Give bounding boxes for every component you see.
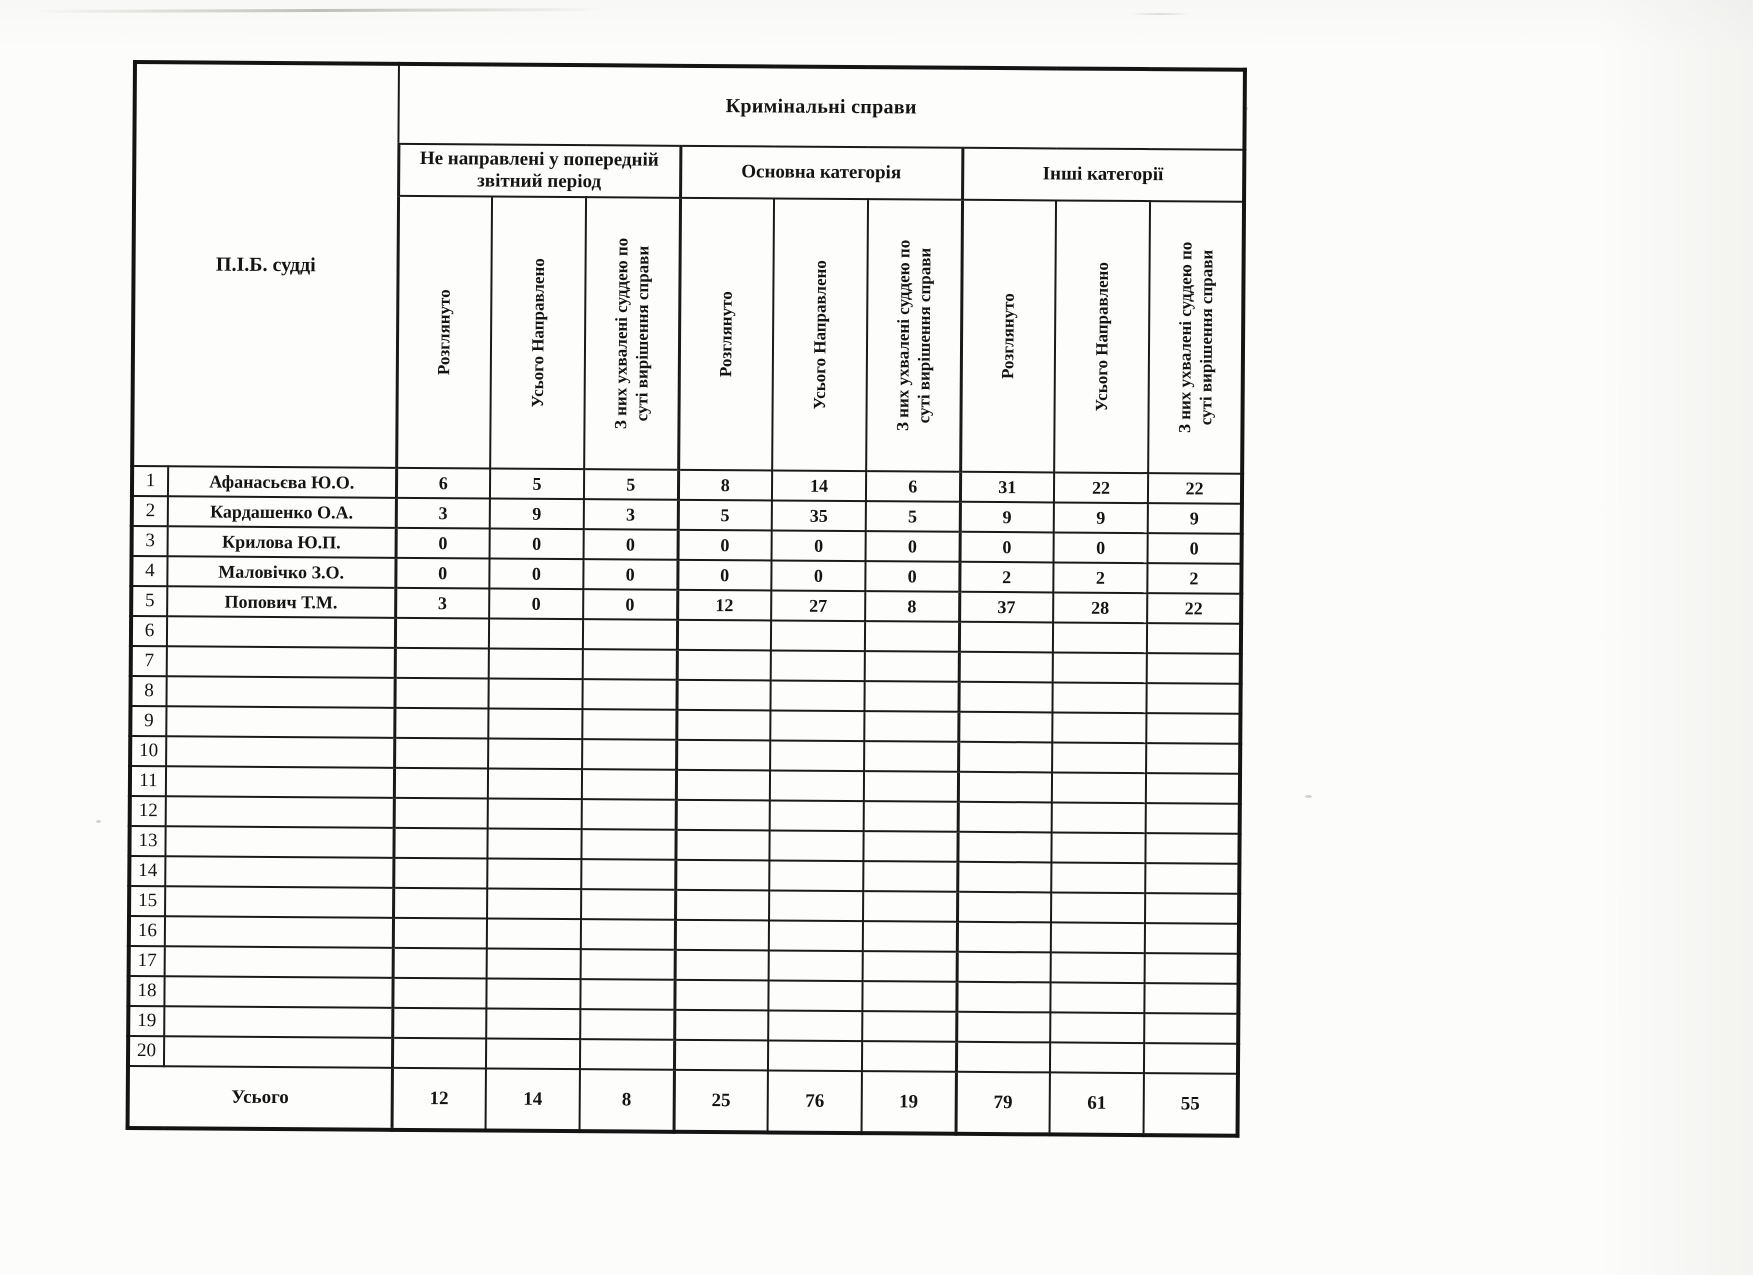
value-cell bbox=[392, 978, 486, 1009]
value-cell: 12 bbox=[677, 590, 771, 621]
value-cell bbox=[676, 800, 770, 831]
row-number: 6 bbox=[131, 616, 167, 646]
value-cell bbox=[862, 1041, 956, 1072]
judge-name bbox=[165, 826, 393, 858]
value-cell bbox=[487, 918, 581, 949]
value-cell bbox=[675, 920, 769, 951]
value-cell: 35 bbox=[772, 500, 866, 531]
value-cell bbox=[582, 709, 676, 740]
value-cell bbox=[863, 831, 957, 862]
value-cell bbox=[677, 620, 771, 651]
value-cell bbox=[392, 1008, 486, 1039]
value-cell bbox=[488, 678, 582, 709]
value-cell bbox=[580, 1039, 674, 1070]
value-cell bbox=[676, 680, 770, 711]
judge-name bbox=[164, 1006, 392, 1038]
value-cell: 3 bbox=[395, 588, 489, 619]
value-cell bbox=[957, 952, 1051, 983]
value-cell bbox=[771, 620, 865, 651]
row-number: 13 bbox=[129, 826, 165, 856]
value-cell bbox=[957, 892, 1051, 923]
value-cell: 0 bbox=[583, 589, 677, 620]
value-cell bbox=[488, 768, 582, 799]
value-cell bbox=[393, 918, 487, 949]
value-cell bbox=[1147, 623, 1241, 654]
value-cell bbox=[675, 890, 769, 921]
total-value-cell: 61 bbox=[1050, 1072, 1144, 1135]
judge-name bbox=[165, 856, 393, 888]
value-cell bbox=[394, 768, 488, 799]
value-cell bbox=[676, 740, 770, 771]
value-cell bbox=[1052, 742, 1146, 773]
value-cell: 0 bbox=[489, 559, 583, 590]
rotated-label: Розглянуто bbox=[434, 289, 455, 376]
rotated-label: З них ухвалені суддею по суті вирішення справи bbox=[610, 237, 653, 430]
value-cell bbox=[769, 830, 863, 861]
value-cell bbox=[956, 1042, 1050, 1073]
sub-header-ruled-on-merits bbox=[1148, 201, 1244, 474]
value-cell bbox=[958, 742, 1052, 773]
value-cell bbox=[957, 832, 1051, 863]
totals-row bbox=[128, 1066, 1238, 1136]
value-cell bbox=[674, 1040, 768, 1071]
judges-statistics-table bbox=[126, 60, 1247, 1138]
value-cell: 9 bbox=[960, 502, 1054, 533]
value-cell: 2 bbox=[1147, 563, 1241, 594]
value-cell bbox=[581, 859, 675, 890]
judge-name bbox=[165, 946, 393, 978]
value-cell bbox=[486, 1038, 580, 1069]
value-cell bbox=[863, 951, 957, 982]
value-cell bbox=[395, 618, 489, 649]
value-cell: 5 bbox=[490, 469, 584, 500]
value-cell bbox=[770, 770, 864, 801]
value-cell bbox=[769, 860, 863, 891]
value-cell bbox=[771, 650, 865, 681]
value-cell bbox=[770, 740, 864, 771]
value-cell bbox=[865, 651, 959, 682]
value-cell bbox=[1144, 1013, 1238, 1044]
value-cell: 37 bbox=[959, 592, 1053, 623]
value-cell bbox=[486, 1008, 580, 1039]
value-cell bbox=[1146, 803, 1240, 834]
row-number: 12 bbox=[130, 796, 166, 826]
judge-name: Попович Т.М. bbox=[167, 586, 395, 618]
value-cell bbox=[488, 708, 582, 739]
value-cell bbox=[864, 711, 958, 742]
value-cell: 0 bbox=[1148, 533, 1242, 564]
value-cell bbox=[393, 858, 487, 889]
value-cell: 8 bbox=[865, 591, 959, 622]
value-cell bbox=[863, 861, 957, 892]
value-cell bbox=[675, 860, 769, 891]
value-cell bbox=[1145, 833, 1239, 864]
value-cell bbox=[959, 622, 1053, 653]
total-value-cell: 19 bbox=[862, 1071, 956, 1134]
value-cell bbox=[770, 710, 864, 741]
row-number: 10 bbox=[130, 736, 166, 766]
value-cell: 5 bbox=[866, 501, 960, 532]
judge-name bbox=[166, 766, 394, 798]
rotated-label: Розглянуто bbox=[998, 293, 1019, 380]
value-cell bbox=[769, 890, 863, 921]
group-header-not-forwarded: Не направлені у попередній звітний період bbox=[398, 144, 680, 198]
value-cell bbox=[580, 979, 674, 1010]
table-body bbox=[128, 466, 1242, 1074]
value-cell bbox=[488, 798, 582, 829]
row-number: 2 bbox=[132, 496, 168, 526]
value-cell bbox=[677, 650, 771, 681]
value-cell bbox=[1050, 1012, 1144, 1043]
sub-header-total-sent bbox=[1054, 200, 1150, 473]
judge-column-header: П.І.Б. судді bbox=[132, 62, 399, 468]
value-cell bbox=[394, 708, 488, 739]
value-cell bbox=[393, 888, 487, 919]
value-cell: 0 bbox=[395, 558, 489, 589]
value-cell: 0 bbox=[677, 560, 771, 591]
value-cell bbox=[957, 922, 1051, 953]
row-number: 20 bbox=[128, 1036, 164, 1066]
value-cell bbox=[958, 772, 1052, 803]
judge-name: Кардашенко О.А. bbox=[168, 496, 396, 528]
value-cell: 9 bbox=[490, 499, 584, 530]
value-cell bbox=[395, 648, 489, 679]
value-cell: 5 bbox=[584, 469, 678, 500]
row-number: 4 bbox=[131, 556, 167, 586]
value-cell bbox=[1144, 1043, 1238, 1074]
judge-name bbox=[167, 616, 395, 648]
value-cell: 27 bbox=[771, 590, 865, 621]
row-number: 5 bbox=[131, 586, 167, 616]
value-cell bbox=[487, 888, 581, 919]
row-number: 8 bbox=[130, 676, 166, 706]
row-number: 11 bbox=[130, 766, 166, 796]
judge-name: Маловічко З.О. bbox=[167, 556, 395, 588]
total-value-cell: 25 bbox=[674, 1070, 768, 1133]
total-value-cell: 79 bbox=[956, 1072, 1050, 1135]
rotated-label: Усього Направлено bbox=[527, 258, 549, 408]
value-cell: 0 bbox=[583, 559, 677, 590]
value-cell bbox=[1146, 773, 1240, 804]
sub-header-ruled-on-merits bbox=[584, 197, 680, 470]
value-cell bbox=[580, 1009, 674, 1040]
value-cell bbox=[864, 771, 958, 802]
value-cell bbox=[582, 739, 676, 770]
sub-header-considered bbox=[678, 198, 774, 471]
value-cell: 14 bbox=[772, 470, 866, 501]
sub-header-ruled-on-merits bbox=[866, 199, 962, 472]
value-cell: 8 bbox=[678, 470, 772, 501]
value-cell bbox=[958, 712, 1052, 743]
value-cell bbox=[582, 679, 676, 710]
rotated-label: Усього Направлено bbox=[809, 260, 830, 410]
value-cell bbox=[959, 652, 1053, 683]
title-row bbox=[134, 62, 1245, 150]
value-cell: 22 bbox=[1148, 473, 1242, 504]
value-cell: 0 bbox=[1054, 532, 1148, 563]
row-number: 1 bbox=[132, 466, 168, 496]
value-cell bbox=[864, 681, 958, 712]
value-cell bbox=[1145, 863, 1239, 894]
row-number: 14 bbox=[129, 856, 165, 886]
value-cell bbox=[1146, 683, 1240, 714]
value-cell bbox=[1144, 983, 1238, 1014]
scan-artifact bbox=[96, 820, 101, 823]
value-cell bbox=[489, 618, 583, 649]
value-cell bbox=[487, 828, 581, 859]
value-cell: 28 bbox=[1053, 592, 1147, 623]
value-cell bbox=[1146, 713, 1240, 744]
value-cell: 5 bbox=[678, 500, 772, 531]
value-cell bbox=[1052, 802, 1146, 833]
value-cell bbox=[1145, 893, 1239, 924]
value-cell bbox=[486, 978, 580, 1009]
value-cell bbox=[583, 619, 677, 650]
value-cell: 31 bbox=[960, 472, 1054, 503]
value-cell: 3 bbox=[396, 498, 490, 529]
total-value-cell: 8 bbox=[580, 1069, 674, 1132]
value-cell bbox=[1051, 892, 1145, 923]
value-cell bbox=[394, 738, 488, 769]
value-cell bbox=[1050, 1042, 1144, 1073]
value-cell: 0 bbox=[490, 529, 584, 560]
value-cell bbox=[1052, 712, 1146, 743]
value-cell bbox=[394, 678, 488, 709]
row-number: 7 bbox=[131, 646, 167, 676]
value-cell bbox=[1052, 772, 1146, 803]
scan-artifact bbox=[1130, 13, 1190, 15]
judge-name bbox=[164, 1036, 392, 1068]
value-cell: 6 bbox=[396, 468, 490, 499]
value-cell bbox=[676, 770, 770, 801]
value-cell bbox=[1052, 682, 1146, 713]
sub-header-considered bbox=[960, 200, 1056, 473]
judge-name bbox=[165, 916, 393, 948]
value-cell bbox=[956, 1012, 1050, 1043]
value-cell bbox=[863, 921, 957, 952]
row-number: 17 bbox=[129, 946, 165, 976]
value-cell bbox=[956, 982, 1050, 1013]
total-value-cell: 12 bbox=[392, 1068, 486, 1131]
value-cell bbox=[1051, 952, 1145, 983]
judge-name: Крилова Ю.П. bbox=[168, 526, 396, 558]
value-cell bbox=[864, 801, 958, 832]
row-number: 15 bbox=[129, 886, 165, 916]
value-cell: 0 bbox=[772, 530, 866, 561]
total-value-cell: 55 bbox=[1144, 1073, 1238, 1136]
scan-artifact bbox=[1305, 795, 1312, 798]
value-cell bbox=[1146, 743, 1240, 774]
sub-header-total-sent bbox=[772, 198, 868, 471]
group-header-other-categories: Інші категорії bbox=[962, 148, 1244, 202]
row-number: 18 bbox=[128, 976, 164, 1006]
value-cell bbox=[394, 798, 488, 829]
row-number: 9 bbox=[130, 706, 166, 736]
value-cell bbox=[393, 948, 487, 979]
value-cell: 6 bbox=[866, 471, 960, 502]
rotated-label: Розглянуто bbox=[716, 291, 737, 378]
value-cell bbox=[862, 981, 956, 1012]
value-cell bbox=[1053, 622, 1147, 653]
value-cell: 3 bbox=[584, 499, 678, 530]
sub-header-total-sent bbox=[490, 197, 586, 470]
judge-name bbox=[165, 886, 393, 918]
value-cell bbox=[582, 769, 676, 800]
value-cell bbox=[675, 950, 769, 981]
value-cell bbox=[862, 1011, 956, 1042]
value-cell bbox=[1145, 923, 1239, 954]
value-cell: 0 bbox=[489, 589, 583, 620]
value-cell: 0 bbox=[865, 561, 959, 592]
value-cell: 9 bbox=[1054, 502, 1148, 533]
row-number: 3 bbox=[132, 526, 168, 556]
value-cell bbox=[675, 830, 769, 861]
value-cell: 0 bbox=[771, 560, 865, 591]
value-cell bbox=[769, 920, 863, 951]
rotated-label: З них ухвалені суддею по суті вирішення справи bbox=[892, 239, 935, 432]
value-cell bbox=[864, 741, 958, 772]
group-header-main-category: Основна категорія bbox=[680, 146, 962, 200]
value-cell bbox=[770, 800, 864, 831]
judge-name bbox=[166, 796, 394, 828]
value-cell bbox=[581, 949, 675, 980]
value-cell bbox=[583, 649, 677, 680]
value-cell bbox=[487, 858, 581, 889]
judge-name bbox=[166, 736, 394, 768]
value-cell bbox=[393, 828, 487, 859]
value-cell: 2 bbox=[1053, 562, 1147, 593]
total-value-cell: 14 bbox=[486, 1068, 580, 1131]
value-cell bbox=[1051, 922, 1145, 953]
value-cell bbox=[581, 919, 675, 950]
value-cell bbox=[1051, 832, 1145, 863]
sub-header-considered bbox=[396, 196, 492, 469]
value-cell bbox=[581, 829, 675, 860]
value-cell: 0 bbox=[396, 528, 490, 559]
value-cell bbox=[489, 648, 583, 679]
value-cell bbox=[674, 980, 768, 1011]
value-cell bbox=[392, 1038, 486, 1069]
row-number: 19 bbox=[128, 1006, 164, 1036]
value-cell: 0 bbox=[866, 531, 960, 562]
rotated-label: З них ухвалені суддею по суті вирішення справи bbox=[1174, 241, 1217, 434]
value-cell bbox=[958, 682, 1052, 713]
value-cell bbox=[768, 1010, 862, 1041]
rotated-label: Усього Направлено bbox=[1091, 262, 1112, 412]
judge-name bbox=[167, 646, 395, 678]
value-cell bbox=[676, 710, 770, 741]
totals-label: Усього bbox=[128, 1066, 392, 1130]
value-cell bbox=[768, 980, 862, 1011]
scan-artifact bbox=[34, 8, 604, 13]
value-cell bbox=[1051, 862, 1145, 893]
judge-name bbox=[166, 706, 394, 738]
value-cell bbox=[865, 621, 959, 652]
value-cell bbox=[1053, 652, 1147, 683]
judge-name bbox=[164, 976, 392, 1008]
value-cell: 0 bbox=[960, 532, 1054, 563]
value-cell bbox=[957, 862, 1051, 893]
value-cell: 22 bbox=[1054, 472, 1148, 503]
scanned-page bbox=[126, 60, 1247, 1138]
value-cell bbox=[1050, 982, 1144, 1013]
value-cell bbox=[768, 1040, 862, 1071]
value-cell bbox=[488, 738, 582, 769]
judge-name bbox=[166, 676, 394, 708]
value-cell: 22 bbox=[1147, 593, 1241, 624]
judge-name: Афанасьєва Ю.О. bbox=[168, 466, 396, 498]
value-cell bbox=[487, 948, 581, 979]
value-cell: 0 bbox=[678, 530, 772, 561]
value-cell bbox=[770, 680, 864, 711]
value-cell bbox=[1145, 953, 1239, 984]
value-cell: 9 bbox=[1148, 503, 1242, 534]
value-cell bbox=[863, 891, 957, 922]
value-cell: 2 bbox=[959, 562, 1053, 593]
value-cell bbox=[769, 950, 863, 981]
table-title: Кримінальні справи bbox=[398, 64, 1245, 150]
row-number: 16 bbox=[129, 916, 165, 946]
value-cell bbox=[582, 799, 676, 830]
total-value-cell: 76 bbox=[768, 1070, 862, 1133]
value-cell: 0 bbox=[584, 529, 678, 560]
value-cell bbox=[674, 1010, 768, 1041]
value-cell bbox=[581, 889, 675, 920]
value-cell bbox=[1147, 653, 1241, 684]
value-cell bbox=[958, 802, 1052, 833]
